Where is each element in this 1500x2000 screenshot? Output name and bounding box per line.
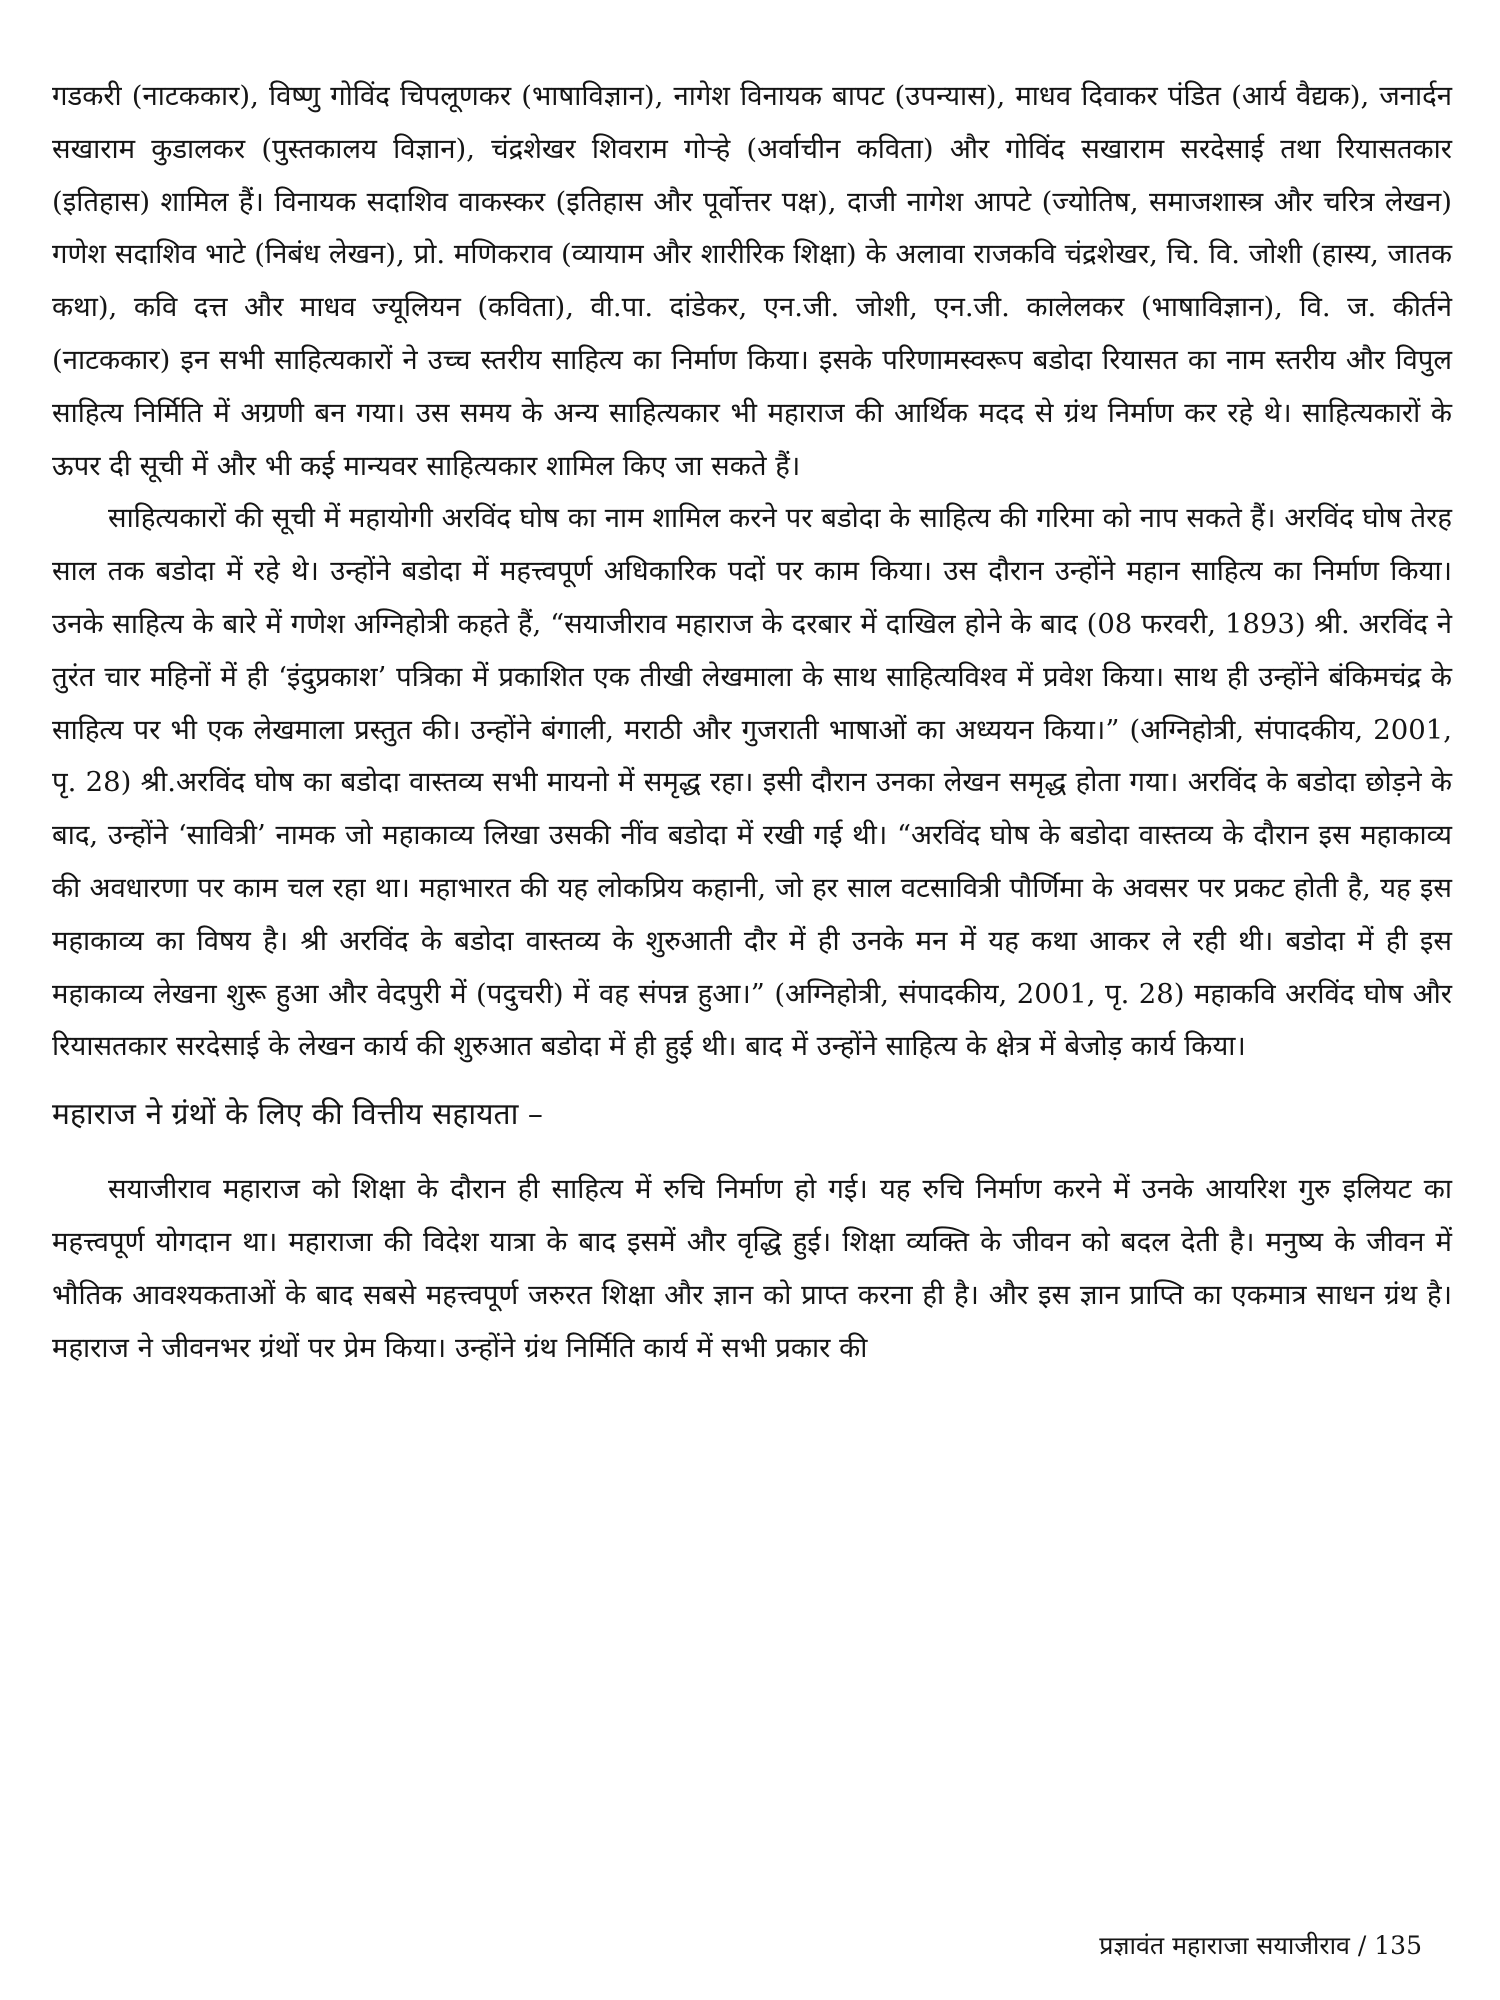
paragraph-financial-support: सयाजीराव महाराज को शिक्षा के दौरान ही साहित्य में रुचि निर्माण हो गई। यह रुचि निर्माण करने में उनके आयरिश गुरु इलियट का महत्त्वपूर्ण योगदान था। महाराजा की विदेश यात्रा के बाद इसमें और वृद्धि हुई। शिक्षा व्यक्ति के जीवन को बदल देती है। मनुष्य के जीवन में भौतिक आवश्यकताओं के बाद सबसे महत्त्वपूर्ण जरुरत शिक्षा और ज्ञान को प्राप्त करना ही है। और इस ज्ञान प्राप्ति का एकमात्र साधन ग्रंथ है। महाराज ने जीवनभर ग्रंथों पर प्रेम किया। उन्होंने ग्रंथ निर्मिति कार्य में सभी प्रकार की <box>52 1173 1452 1364</box>
page-footer: प्रज्ञावंत महाराजा सयाजीराव / 135 <box>1099 1931 1422 1960</box>
section-heading: महाराज ने ग्रंथों के लिए की वित्तीय सहायता – <box>52 1097 543 1133</box>
paragraph-aurobindo: साहित्यकारों की सूची में महायोगी अरविंद घोष का नाम शामिल करने पर बडोदा के साहित्य की गरिमा को नाप सकते हैं। अरविंद घोष तेरह साल तक बडोदा में रहे थे। उन्होंने बडोदा में महत्त्वपूर्ण अधिकारिक पदों पर काम किया। उस दौरान उन्होंने महान साहित्य का निर्माण किया। उनके साहित्य के बारे में गणेश अग्निहोत्री कहते हैं, “सयाजीराव महाराज के दरबार में दाखिल होने के बाद (08 फरवरी, 1893) श्री. अरविंद ने तुरंत चार महिनों में ही ‘इंदुप्रकाश’ पत्रिका में प्रकाशित एक तीखी लेखमाला के साथ साहित्यविश्व में प्रवेश किया। साथ ही उन्होंने बंकिमचंद्र के साहित्य पर भी एक लेखमाला प्रस्तुत की। उन्होंने बंगाली, मराठी और गुजराती भाषाओं का अध्ययन किया।” (अग्निहोत्री, संपादकीय, 2001, पृ. 28) श्री.अरविंद घोष का बडोदा वास्तव्य सभी मायनो में समृद्ध रहा। इसी दौरान उनका लेखन समृद्ध होता गया। अरविंद के बडोदा छोड़ने के बाद, उन्होंने ‘सावित्री’ नामक जो महाकाव्य लिखा उसकी नींव बडोदा में रखी गई थी। “अरविंद घोष के बडोदा वास्तव्य के दौरान इस महाकाव्य की अवधारणा पर काम चल रहा था। महाभारत की यह लोकप्रिय कहानी, जो हर साल वटसावित्री पौर्णिमा के अवसर पर प्रकट होती है, यह इस महाकाव्य का विषय है। श्री अरविंद के बडोदा वास्तव्य के शुरुआती दौर में ही उनके मन में यह कथा आकर ले रही थी। बडोदा में ही इस महाकाव्य लेखना शुरू हुआ और वेदपुरी में (पदुचरी) में वह संपन्न हुआ।” (अग्निहोत्री, संपादकीय, 2001, पृ. 28) महाकवि अरविंद घोष और रियासतकार सरदेसाई के लेखन कार्य की शुरुआत बडोदा में ही हुई थी। बाद में उन्होंने साहित्य के क्षेत्र में बेजोड़ कार्य किया। <box>52 502 1452 1063</box>
page-body <box>52 70 1452 1374</box>
paragraph-writers-list: गडकरी (नाटककार), विष्णु गोविंद चिपलूणकर (भाषाविज्ञान), नागेश विनायक बापट (उपन्यास), माधव दिवाकर पंडित (आर्य वैद्यक), जनार्दन सखाराम कुडालकर (पुस्तकालय विज्ञान), चंद्रशेखर शिवराम गोऱ्हे (अर्वाचीन कविता) और गोविंद सखाराम सरदेसाई तथा रियासतकार (इतिहास) शामिल हैं। विनायक सदाशिव वाकस्कर (इतिहास और पूर्वोत्तर पक्ष), दाजी नागेश आपटे (ज्योतिष, समाजशास्त्र और चरित्र लेखन) गणेश सदाशिव भाटे (निबंध लेखन), प्रो. मणिकराव (व्यायाम और शारीरिक शिक्षा) के अलावा राजकवि चंद्रशेखर, चि. वि. जोशी (हास्य, जातक कथा), कवि दत्त और माधव ज्यूलियन (कविता), वी.पा. दांडेकर, एन.जी. जोशी, एन.जी. कालेलकर (भाषाविज्ञान), वि. ज. कीर्तने (नाटककार) इन सभी साहित्यकारों ने उच्च स्तरीय साहित्य का निर्माण किया। इसके परिणामस्वरूप बडोदा रियासत का नाम स्तरीय और विपुल साहित्य निर्मिति में अग्रणी बन गया। उस समय के अन्य साहित्यकार भी महाराज की आर्थिक मदद से ग्रंथ निर्माण कर रहे थे। साहित्यकारों के ऊपर दी सूची में और भी कई मान्यवर साहित्यकार शामिल किए जा सकते हैं। <box>52 80 1452 482</box>
